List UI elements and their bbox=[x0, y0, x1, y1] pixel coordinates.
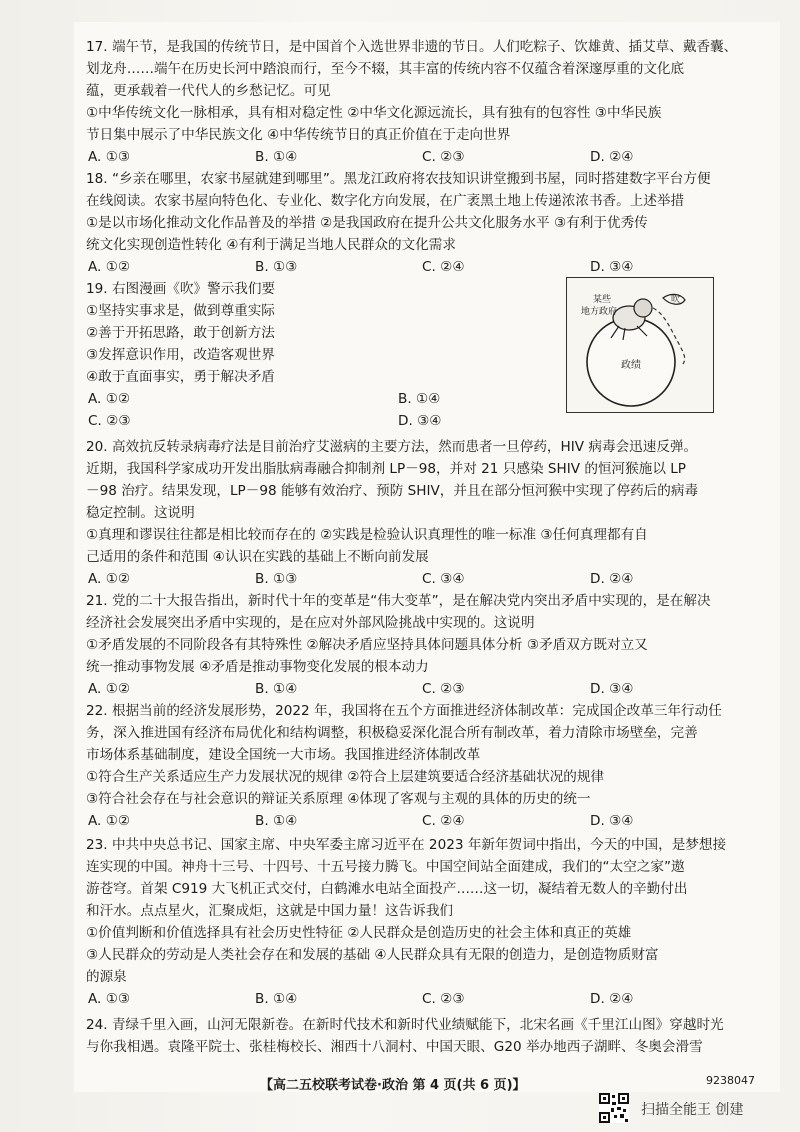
q21-line: 经济社会发展突出矛盾中实现的，是在应对外部风险挑战中实现的。这说明 bbox=[86, 615, 535, 631]
q20-line: 稳定控制。这说明 bbox=[86, 505, 195, 521]
q21-line: ①矛盾发展的不同阶段各有其特殊性 ②解决矛盾应坚持具体问题具体分析 ③矛盾双方既对立又 bbox=[86, 637, 648, 653]
cartoon-illustration bbox=[567, 278, 713, 412]
q19-options-row2 bbox=[86, 410, 556, 432]
question-21 bbox=[86, 590, 772, 700]
q22-option-c[interactable]: C. ②④ bbox=[422, 813, 465, 829]
q23-line: 游苍穹。首架 C919 大飞机正式交付，白鹤滩水电站全面投产……这一切，凝结着无数人的辛勤付出 bbox=[86, 881, 688, 897]
q21-option-b[interactable]: B. ①④ bbox=[255, 681, 298, 697]
q20-line: ①真理和谬误往往都是相比较而存在的 ②实践是检验认识真理性的唯一标准 ③任何真理都有自 bbox=[86, 527, 648, 543]
q18-options bbox=[86, 256, 772, 278]
q23-line: ③人民群众的劳动是人类社会存在和发展的基础 ④人民群众具有无限的创造力，是创造物质财富 bbox=[86, 947, 659, 963]
q19-line: ③发挥意识作用，改造客观世界 bbox=[86, 347, 275, 363]
q20-line: 己适用的条件和范围 ④认识在实践的基础上不断向前发展 bbox=[86, 549, 429, 565]
q19-option-b[interactable]: B. ①④ bbox=[398, 391, 441, 407]
qr-code-icon bbox=[597, 1093, 631, 1123]
q20-option-b[interactable]: B. ①③ bbox=[255, 571, 298, 587]
q23-line: 23. 中共中央总书记、国家主席、中央军委主席习近平在 2023 年新年贺词中指出，今天的中国，是梦想接 bbox=[86, 837, 727, 853]
q23-line: ①价值判断和价值选择具有社会历史性特征 ②人民群众是创造历史的社会主体和真正的英雄 bbox=[86, 925, 632, 941]
q23-options bbox=[86, 988, 772, 1010]
q18-line: 18. “乡亲在哪里，农家书屋就建到哪里”。黑龙江政府将农技知识讲堂搬到书屋，同时搭建数字平台方便 bbox=[86, 171, 711, 187]
q20-line: 近期，我国科学家成功开发出脂肽病毒融合抑制剂 LP－98，并对 21 只感染 SHIV 的恒河猴施以 LP bbox=[86, 461, 687, 477]
q19-line: ④敢于直面事实，勇于解决矛盾 bbox=[86, 369, 275, 385]
q22-line: ①符合生产关系适应生产力发展状况的规律 ②符合上层建筑要适合经济基础状况的规律 bbox=[86, 769, 605, 785]
q23-line: 的源泉 bbox=[86, 969, 127, 985]
q23-line: 和汗水。点点星火，汇聚成炬，这就是中国力量！这告诉我们 bbox=[86, 903, 454, 919]
q23-option-b[interactable]: B. ①④ bbox=[255, 991, 298, 1007]
q18-option-b[interactable]: B. ①③ bbox=[255, 259, 298, 275]
q19-line: ①坚持实事求是，做到尊重实际 bbox=[86, 303, 275, 319]
scanner-watermark bbox=[597, 1093, 787, 1123]
q17-line: 蕴，更承载着一代代人的乡愁记忆。可见 bbox=[86, 83, 331, 99]
q22-line: 22. 根据当前的经济发展形势，2022 年，我国将在五个方面推进经济体制改革：完成国企改革三年行动任 bbox=[86, 703, 722, 719]
q22-option-b[interactable]: B. ①④ bbox=[255, 813, 298, 829]
question-23 bbox=[86, 834, 772, 1010]
q20-option-d[interactable]: D. ②④ bbox=[590, 571, 634, 587]
q18-option-d[interactable]: D. ③④ bbox=[590, 259, 634, 275]
q23-line: 连实现的中国。神舟十三号、十四号、十五号接力腾飞。中国空间站全面建成，我们的“太空之家”遨 bbox=[86, 859, 685, 875]
exam-code: 9238047 bbox=[706, 1074, 755, 1087]
question-19 bbox=[86, 278, 556, 432]
q19-options-row1 bbox=[86, 388, 556, 410]
question-18 bbox=[86, 168, 772, 278]
q20-line: 20. 高效抗反转录病毒疗法是目前治疗艾滋病的主要方法，然而患者一旦停药，HIV 病毒会迅速反弹。 bbox=[86, 439, 698, 455]
q18-line: ①是以市场化推动文化作品普及的举措 ②是我国政府在提升公共文化服务水平 ③有利于优秀传 bbox=[86, 215, 648, 231]
q19-line: 19. 右图漫画《吹》警示我们要 bbox=[86, 281, 276, 297]
question-24 bbox=[86, 1014, 772, 1058]
q18-line: 在线阅读。农家书屋向特色化、专业化、数字化方向发展，在广袤黑土地上传递浓浓书香。上述举措 bbox=[86, 193, 685, 209]
q17-option-b[interactable]: B. ①④ bbox=[255, 149, 298, 165]
cartoon-label-top: 某些 bbox=[593, 295, 612, 305]
q22-option-d[interactable]: D. ③④ bbox=[590, 813, 634, 829]
q17-line: ①中华传统文化一脉相承，具有相对稳定性 ②中华文化源远流长，具有独有的包容性 ③中华民族 bbox=[86, 105, 662, 121]
watermark-text: 扫描全能王 创建 bbox=[641, 1102, 744, 1118]
q22-line: ③符合社会存在与社会意识的辩证关系原理 ④体现了客观与主观的具体的历史的统一 bbox=[86, 791, 591, 807]
q21-line: 统一推动事物发展 ④矛盾是推动事物变化发展的根本动力 bbox=[86, 659, 429, 675]
cartoon-label-ball: 政绩 bbox=[621, 360, 641, 371]
q19-option-a[interactable]: A. ①② bbox=[88, 391, 131, 407]
page-footer: 【高二五校联考试卷·政治 第 4 页(共 6 页)】 bbox=[260, 1078, 526, 1093]
q18-option-a[interactable]: A. ①② bbox=[88, 259, 131, 275]
q20-option-a[interactable]: A. ①② bbox=[88, 571, 131, 587]
q17-line: 17. 端午节，是我国的传统节日，是中国首个入选世界非遗的节日。人们吃粽子、饮雄黄、插艾草、戴香囊、 bbox=[86, 39, 738, 55]
q17-line: 划龙舟……端午在历史长河中踏浪而行，至今不辍，其丰富的传统内容不仅蕴含着深邃厚重的文化底 bbox=[86, 61, 685, 77]
q24-line: 与你我相遇。袁隆平院士、张桂梅校长、湘西十八洞村、中国天眼、G20 举办地西子湖畔、冬奥会滑雪 bbox=[86, 1039, 703, 1055]
q21-option-c[interactable]: C. ②③ bbox=[422, 681, 465, 697]
cartoon-blow bbox=[566, 277, 714, 413]
q18-option-c[interactable]: C. ②④ bbox=[422, 259, 465, 275]
q23-option-d[interactable]: D. ②④ bbox=[590, 991, 634, 1007]
q17-option-c[interactable]: C. ②③ bbox=[422, 149, 465, 165]
q17-line: 节日集中展示了中华民族文化 ④中华传统节日的真正价值在于走向世界 bbox=[86, 127, 511, 143]
q17-option-d[interactable]: D. ②④ bbox=[590, 149, 634, 165]
cartoon-label-mouth: 吹 bbox=[671, 295, 681, 305]
q22-option-a[interactable]: A. ①② bbox=[88, 813, 131, 829]
question-20 bbox=[86, 436, 772, 590]
q18-line: 统文化实现创造性转化 ④有利于满足当地人民群众的文化需求 bbox=[86, 237, 456, 253]
q20-options bbox=[86, 568, 772, 590]
q19-option-d[interactable]: D. ③④ bbox=[398, 413, 442, 429]
q19-line: ②善于开拓思路，敢于创新方法 bbox=[86, 325, 275, 341]
q21-option-d[interactable]: D. ③④ bbox=[590, 681, 634, 697]
question-22 bbox=[86, 700, 772, 832]
q17-option-a[interactable]: A. ①③ bbox=[88, 149, 131, 165]
q23-option-a[interactable]: A. ①③ bbox=[88, 991, 131, 1007]
q24-line: 24. 青绿千里入画，山河无限新卷。在新时代技术和新时代业绩赋能下，北宋名画《千里江山图》穿越时光 bbox=[86, 1017, 724, 1033]
q22-line: 务，深入推进国有经济布局优化和结构调整，积极稳妥深化混合所有制改革，着力清除市场壁垒，完善 bbox=[86, 725, 698, 741]
q20-option-c[interactable]: C. ③④ bbox=[422, 571, 465, 587]
q22-line: 市场体系基础制度，建设全国统一大市场。我国推进经济体制改革 bbox=[86, 747, 481, 763]
q21-options bbox=[86, 678, 772, 700]
q20-line: －98 治疗。结果发现，LP－98 能够有效治疗、预防 SHIV，并且在部分恒河猴中实现了停药后的病毒 bbox=[86, 483, 699, 499]
q23-option-c[interactable]: C. ②③ bbox=[422, 991, 465, 1007]
q21-option-a[interactable]: A. ①② bbox=[88, 681, 131, 697]
q17-options bbox=[86, 146, 772, 168]
question-17 bbox=[86, 36, 772, 168]
cartoon-label-mid: 地方政府 bbox=[581, 307, 618, 317]
q19-option-c[interactable]: C. ②③ bbox=[88, 413, 131, 429]
q21-line: 21. 党的二十大报告指出，新时代十年的变革是“伟大变革”，是在解决党内突出矛盾中实现的，是在解决 bbox=[86, 593, 711, 609]
q22-options bbox=[86, 810, 772, 832]
